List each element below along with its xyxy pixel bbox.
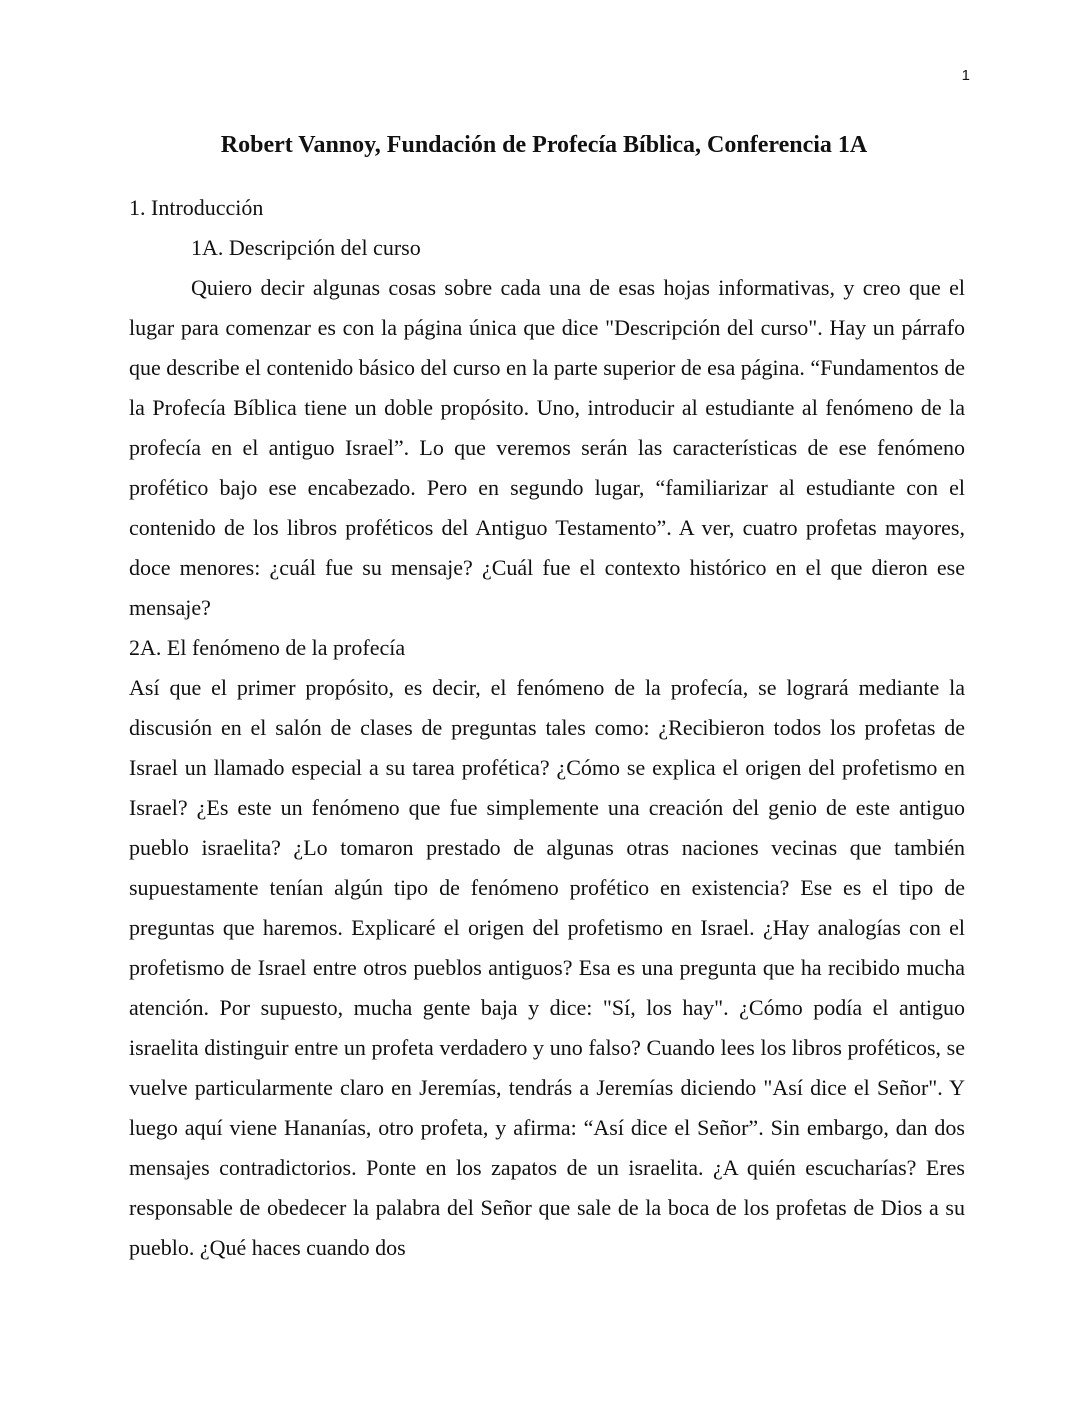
page-number: 1 — [961, 67, 970, 84]
section-heading-introduccion: 1. Introducción — [129, 195, 264, 220]
subsection-heading-descripcion: 1A. Descripción del curso — [191, 235, 421, 260]
document-body — [129, 188, 965, 1268]
paragraph-descripcion: Quiero decir algunas cosas sobre cada una de esas hojas informativas, y creo que el lugar para comenzar es con la página única que dice "Descripción del curso". Hay un párrafo que describe el contenido básico del curso en la parte superior de esa página. “Fundamentos de la Profecía Bíblica tiene un doble propósito. Uno, introducir al estudiante al fenómeno de la profecía en el antiguo Israel”. Lo que veremos serán las características de ese fenómeno profético bajo ese encabezado. Pero en segundo lugar, “familiarizar al estudiante con el contenido de los libros proféticos del Antiguo Testamento”. A ver, cuatro profetas mayores, doce menores: ¿cuál fue su mensaje? ¿Cuál fue el contexto histórico en el que dieron ese mensaje? — [129, 275, 965, 620]
section-heading-fenomeno: 2A. El fenómeno de la profecía — [129, 635, 406, 660]
page-title: Robert Vannoy, Fundación de Profecía Bíblica, Conferencia 1A — [220, 132, 868, 158]
paragraph-fenomeno: Así que el primer propósito, es decir, el fenómeno de la profecía, se logrará mediante la discusión en el salón de clases de preguntas tales como: ¿Recibieron todos los profetas de Israel un llamado especial a su tarea profética? ¿Cómo se explica el origen del profetismo en Israel? ¿Es este un fenómeno que fue simplemente una creación del genio de este antiguo pueblo israelita? ¿Lo tomaron prestado de algunas otras naciones vecinas que también supuestamente tenían algún tipo de fenómeno profético en existencia? Ese es el tipo de preguntas que haremos. Explicaré el origen del profetismo en Israel. ¿Hay analogías con el profetismo de Israel entre otros pueblos antiguos? Esa es una pregunta que ha recibido mucha atención. Por supuesto, mucha gente baja y dice: "Sí, los hay". ¿Cómo podía el antiguo israelita distinguir entre un profeta verdadero y uno falso? Cuando lees los libros proféticos, se vuelve particularmente claro en Jeremías, tendrás a Jeremías diciendo "Así dice el Señor". Y luego aquí viene Hananías, otro profeta, y afirma: “Así dice el Señor”. Sin embargo, dan dos mensajes contradictorios. Ponte en los zapatos de un israelita. ¿A quién escucharías? Eres responsable de obedecer la palabra del Señor que sale de la boca de los profetas de Dios a su pueblo. ¿Qué haces cuando dos — [129, 675, 965, 1260]
